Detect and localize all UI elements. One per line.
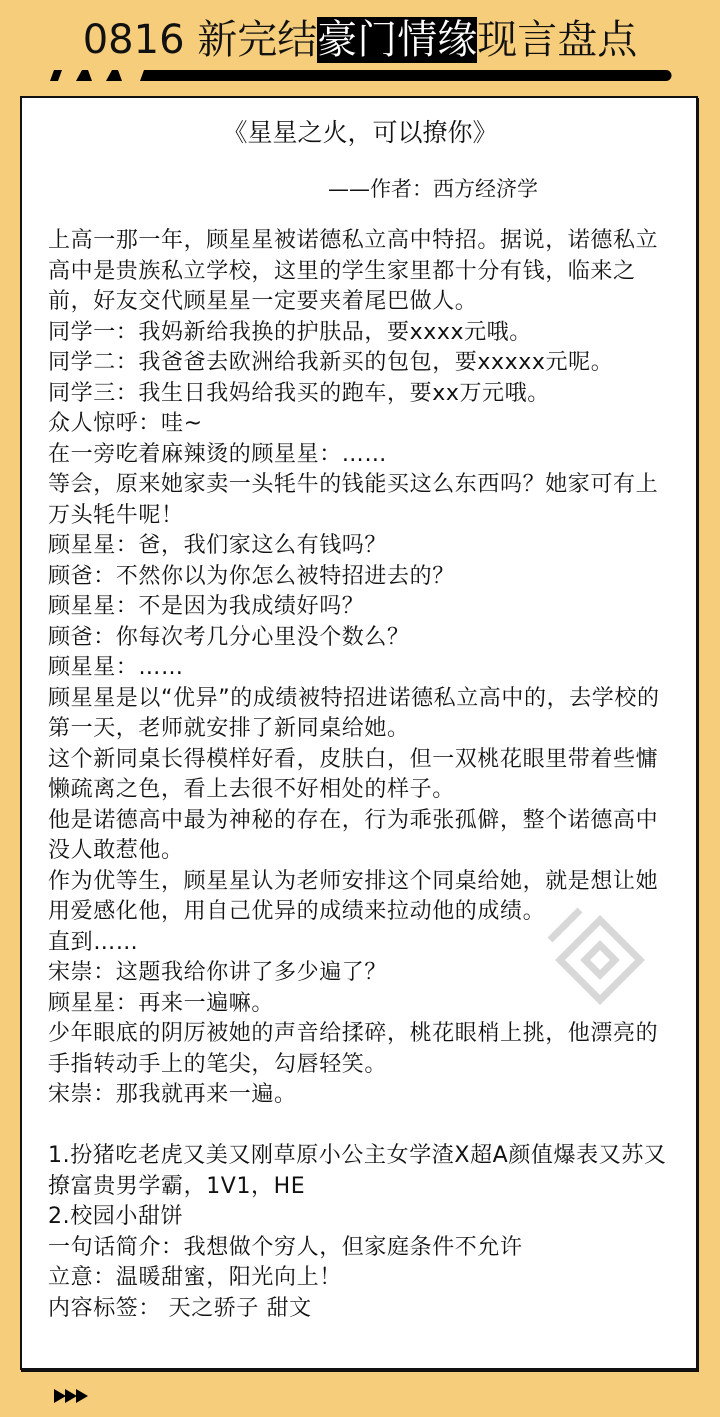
paragraph: 众人惊呼：哇~	[48, 411, 203, 436]
paragraph: 同学一：我妈新给我换的护肤品，要xxxx元哦。	[48, 319, 532, 345]
info-line: 内容标签： 天之骄子 甜文	[48, 1295, 312, 1321]
paragraph: 顾星星：爸，我们家这么有钱吗？	[48, 533, 388, 558]
paragraph: 顾爸：你每次考几分心里没个数么？	[48, 624, 410, 650]
title-suffix: 现言盘点	[477, 17, 638, 63]
title-underline-decoration	[48, 68, 672, 82]
watermark-logo-icon	[540, 900, 660, 1010]
page-title	[0, 12, 720, 68]
paragraph: 作为优等生，顾星星认为老师安排这个同桌给她，就是想让她用爱感化他，用自己优异的成绩来拉动他的成绩。	[48, 868, 659, 924]
paragraph: 他是诺德高中最为神秘的存在，行为乖张孤僻，整个诺德高中没人敢惹他。	[48, 807, 659, 863]
info-line: 2.校园小甜饼	[48, 1204, 184, 1229]
paragraph: 顾星星是以“优异”的成绩被特招进诺德私立高中的，去学校的第一天，老师就安排了新同桌给她。	[48, 685, 660, 741]
paragraph: 这个新同桌长得模样好看，皮肤白，但一双桃花眼里带着些慵懒疏离之色，看上去很不好相处的样子。	[48, 746, 659, 802]
paragraph: 在一旁吃着麻辣烫的顾星星：……	[48, 441, 388, 467]
title-highlight: 豪门情缘	[317, 17, 478, 63]
title-prefix: 0816 新完结	[82, 17, 318, 63]
paragraph: 等会，原来她家卖一头牦牛的钱能买这么东西吗？她家可有上万头牦牛呢！	[48, 472, 659, 528]
paragraph: 上高一那一年，顾星星被诺德私立高中特招。据说，诺德私立高中是贵族私立学校，这里的学生家里都十分有钱，临来之前，好友交代顾星星一定要夹着尾巴做人。	[48, 228, 659, 314]
forward-arrows-icon	[54, 1388, 90, 1404]
paragraph: 顾爸：不然你以为你怎么被特招进去的？	[48, 563, 455, 589]
info-line: 1.扮猪吃老虎又美又刚草原小公主女学渣X超A颜值爆表又苏又撩富贵男学霸，1V1，HE	[48, 1143, 667, 1199]
paragraph: 顾星星：……	[48, 655, 184, 680]
book-title: 《星星之火，可以撩你》	[222, 118, 498, 147]
paragraph: 少年眼底的阴厉被她的声音给揉碎，桃花眼梢上挑，他漂亮的手指转动手上的笔尖，勾唇轻笑。	[48, 1021, 659, 1077]
info-line: 立意：温暖甜蜜，阳光向上！	[48, 1265, 342, 1290]
paragraph: 宋崇：那我就再来一遍。	[48, 1082, 297, 1107]
paragraph: 直到……	[48, 929, 139, 955]
paragraph: 顾星星：再来一遍嘛。	[48, 990, 275, 1016]
book-author: ——作者：西方经济学	[328, 177, 538, 201]
paragraph: 同学二：我爸爸去欧洲给我新买的包包，要xxxxx元呢。	[48, 350, 614, 375]
paragraph: 宋崇：这题我给你讲了多少遍了？	[48, 960, 388, 985]
synopsis	[48, 226, 678, 1324]
paragraph: 顾星星：不是因为我成绩好吗？	[48, 594, 365, 619]
paragraph: 同学三：我生日我妈给我买的跑车，要xx万元哦。	[48, 380, 550, 406]
info-line: 一句话简介：我想做个穷人，但家庭条件不允许	[48, 1234, 523, 1260]
